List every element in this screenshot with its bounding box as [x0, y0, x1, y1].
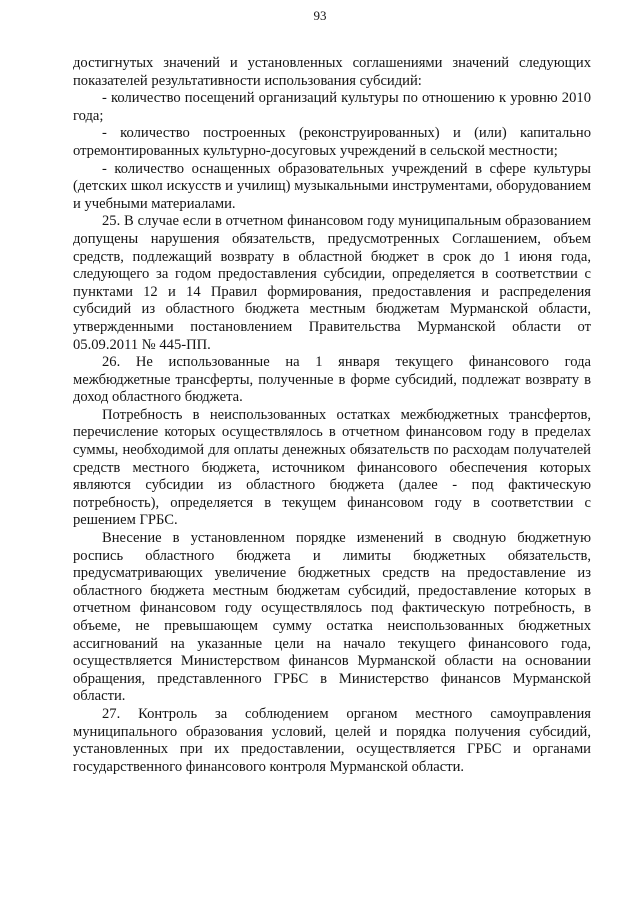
paragraph-need: Потребность в неиспользованных остатках межбюджетных трансфертов, перечисление которых осуществлялось в отчетном финансовом году в пределах суммы, необходимой для оплаты денежных обязательств по расходам получателей средств местного бюджета, источником финансового обеспечения которых являются субсидии из областного бюджета (далее - под фактическую потребность), определяется в текущем финансовом году в соответствии с решением ГРБС.	[73, 406, 591, 529]
paragraph-intro: достигнутых значений и установленных соглашениями значений следующих показателей результативности использования субсидий:	[73, 55, 591, 89]
paragraph-clause-27: 27. Контроль за соблюдением органом местного самоуправления муниципального образования условий, целей и порядка получения субсидий, установленных при их предоставлении, осуществляется ГРБС и органами государственного финансового контроля Мурманской области.	[73, 705, 591, 775]
document-body	[73, 55, 591, 776]
paragraph-clause-25: 25. В случае если в отчетном финансовом году муниципальным образованием допущены нарушения обязательств, предусмотренных Соглашением, объем средств, подлежащий возврату в областной бюджет в срок до 1 июня года, следующего за годом предоставления субсидии, определяется в соответствии с пунктами 12 и 14 Правил формирования, предоставления и распределения субсидий из областного бюджета местным бюджетам Мурманской области, утвержденными постановлением Правительства Мурманской области от 05.09.2011 № 445-ПП.	[73, 213, 591, 353]
page-number: 93	[313, 8, 327, 23]
paragraph-clause-26: 26. Не использованные на 1 января текущего финансового года межбюджетные трансферты, полученные в форме субсидий, подлежат возврату в доход областного бюджета.	[73, 354, 591, 406]
paragraph-item-built: - количество построенных (реконструированных) и (или) капитально отремонтированных культурно-досуговых учреждений в сельской местности;	[73, 125, 591, 159]
paragraph-item-equipped: - количество оснащенных образовательных учреждений в сфере культуры (детских школ искусств и училищ) музыкальными инструментами, оборудованием и учебными материалами.	[73, 160, 591, 212]
paragraph-item-visits: - количество посещений организаций культуры по отношению к уровню 2010 года;	[73, 90, 591, 124]
paragraph-changes: Внесение в установленном порядке изменений в сводную бюджетную роспись областного бюджета и лимиты бюджетных обязательств, предусматривающих увеличение бюджетных средств на предоставление из областного бюджета местным бюджетам субсидий, предоставление которых в отчетном финансовом году осуществлялось под фактическую потребность, в объеме, не превышающем сумму остатка неиспользованных бюджетных ассигнований на указанные цели на начало текущего финансового года, осуществляется Министерством финансов Мурманской области на основании обращения, представленного ГРБС в Министерство финансов Мурманской области.	[73, 530, 591, 705]
